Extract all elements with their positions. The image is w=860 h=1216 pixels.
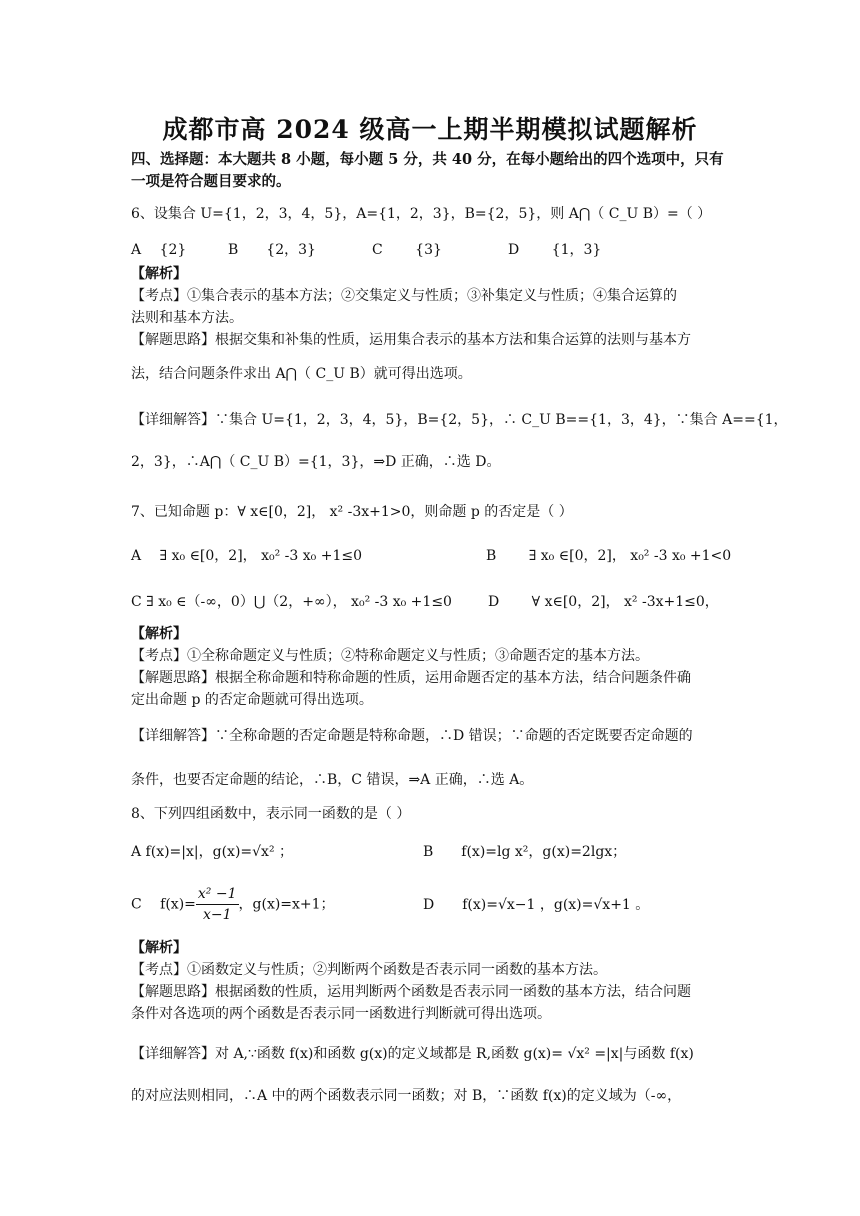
q6-jiexi-label: 【解析】 bbox=[131, 266, 187, 282]
q8-silu-line1: 【解题思路】根据函数的性质，运用判断两个函数是否表示同一函数的基本方法，结合问题 bbox=[131, 984, 691, 1000]
q7-option-d: D ∀ x∈[0，2]， x² -3x+1≤0， bbox=[488, 594, 719, 610]
q8-jieda-line2: 的对应法则相同，∴A 中的两个函数表示同一函数；对 B，∵函数 f(x)的定义域为（-∞， bbox=[131, 1088, 682, 1104]
q8-jiexi-label: 【解析】 bbox=[131, 940, 187, 956]
q6-option-d: D {1，3} bbox=[508, 242, 602, 258]
section-heading-line1: 四、选择题：本大题共 8 小题，每小题 5 分，共 40 分，在每小题给出的四个选项中，只有 bbox=[131, 151, 724, 168]
q6-silu-line1: 【解题思路】根据交集和补集的性质，运用集合表示的基本方法和集合运算的法则与基本方 bbox=[131, 332, 691, 348]
q7-silu-line1: 【解题思路】根据全称命题和特称命题的性质，运用命题否定的基本方法，结合问题条件确 bbox=[131, 670, 691, 686]
q7-option-b: B ∃ x₀ ∈[0，2]， x₀² -3 x₀ +1<0 bbox=[486, 548, 732, 564]
q7-silu-line2: 定出命题 p 的否定命题就可得出选项。 bbox=[131, 692, 373, 708]
q8-option-c-numerator: x² −1 bbox=[196, 884, 239, 905]
q6-jieda-line1: 【详细解答】∵集合 U={1，2，3，4，5}，B={2，5}，∴ C_U B=={1，3，4}，∵集合 A=={1， bbox=[131, 412, 788, 428]
q8-option-c bbox=[131, 884, 335, 925]
q8-option-c-denominator: x−1 bbox=[202, 907, 232, 923]
q8-kaodian: 【考点】①函数定义与性质；②判断两个函数是否表示同一函数的基本方法。 bbox=[131, 962, 607, 978]
q8-option-c-suffix: ，g(x)=x+1； bbox=[238, 896, 335, 913]
q7-option-c: C ∃ x₀ ∈（-∞，0）⋃（2，+∞）， x₀² -3 x₀ +1≤0 bbox=[131, 594, 452, 610]
q6-option-c: C {3} bbox=[372, 242, 442, 258]
section-heading-line2: 一项是符合题目要求的。 bbox=[131, 173, 291, 190]
q8-option-d: D f(x)=√x−1 ，g(x)=√x+1 。 bbox=[423, 897, 650, 913]
q7-kaodian: 【考点】①全称命题定义与性质；②特称命题定义与性质；③命题否定的基本方法。 bbox=[131, 648, 649, 664]
q8-option-c-fraction bbox=[196, 884, 239, 925]
page-title: 成都市高 2024 级高一上期半期模拟试题解析 bbox=[162, 115, 698, 144]
q7-option-a: A ∃ x₀ ∈[0，2]， x₀² -3 x₀ +1≤0 bbox=[131, 548, 363, 564]
q7-stem: 7、已知命题 p：∀ x∈[0，2]， x² -3x+1>0，则命题 p 的否定是（ ） bbox=[131, 504, 573, 520]
q8-option-a: A f(x)=|x|，g(x)=√x² ； bbox=[131, 844, 294, 860]
q6-jieda-line2: 2，3}，∴A⋂（ C_U B）={1，3}，⇒D 正确，∴选 D。 bbox=[131, 454, 501, 470]
q6-silu-line2: 法，结合问题条件求出 A⋂（ C_U B）就可得出选项。 bbox=[131, 366, 472, 382]
q7-jieda-line1: 【详细解答】∵全称命题的否定命题是特称命题，∴D 错误；∵命题的否定既要否定命题的 bbox=[131, 728, 693, 744]
q8-stem: 8、下列四组函数中，表示同一函数的是（ ） bbox=[131, 806, 411, 822]
q7-jiexi-label: 【解析】 bbox=[131, 626, 187, 642]
q8-jieda-line1: 【详细解答】对 A,∵函数 f(x)和函数 g(x)的定义域都是 R,函数 g(x)= √x² =|x|与函数 f(x) bbox=[131, 1046, 694, 1062]
q6-stem: 6、设集合 U={1，2，3，4，5}，A={1，2，3}，B={2，5}，则 A⋂（ C_U B）=（ ） bbox=[131, 206, 712, 222]
q7-jieda-line2: 条件，也要否定命题的结论，∴B，C 错误，⇒A 正确，∴选 A。 bbox=[131, 772, 534, 788]
q8-option-b: B f(x)=lg x²，g(x)=2lgx； bbox=[423, 844, 627, 860]
q6-kaodian-line1: 【考点】①集合表示的基本方法；②交集定义与性质；③补集定义与性质；④集合运算的 bbox=[131, 288, 677, 304]
q6-kaodian-line2: 法则和基本方法。 bbox=[131, 310, 243, 326]
q8-silu-line2: 条件对各选项的两个函数是否表示同一函数进行判断就可得出选项。 bbox=[131, 1006, 551, 1022]
q8-option-c-prefix: C f(x)= bbox=[131, 896, 196, 913]
q6-option-a: A {2} bbox=[131, 242, 187, 258]
q6-option-b: B {2，3} bbox=[228, 242, 316, 258]
